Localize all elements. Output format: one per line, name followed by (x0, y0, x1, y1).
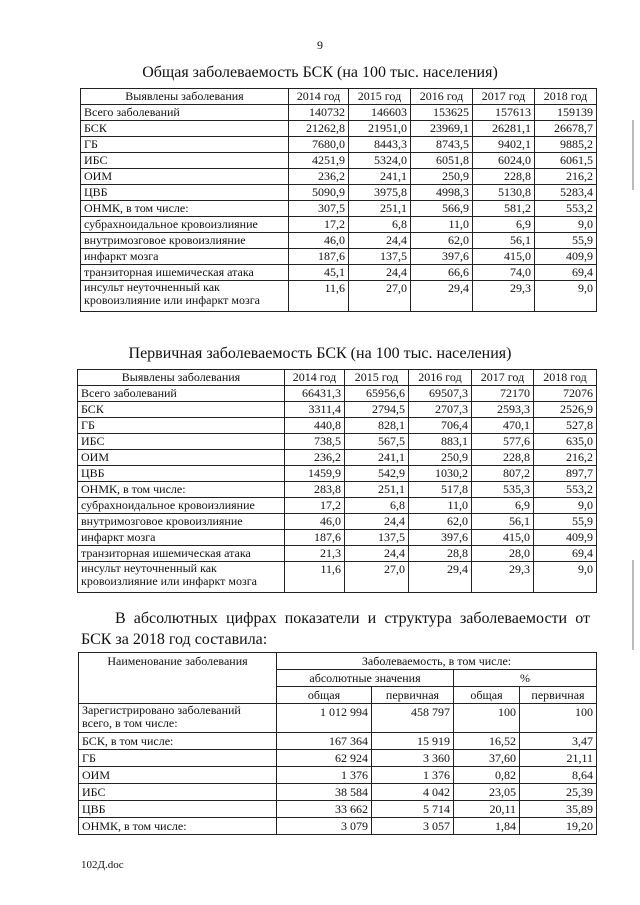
cell-value: 6051,8 (411, 153, 473, 169)
cell-value: 251,1 (349, 201, 411, 217)
row-label: БСК (78, 402, 285, 418)
cell-value: 1 376 (372, 767, 454, 784)
row-label: ОИМ (81, 169, 289, 185)
header-year: 2017 год (472, 370, 534, 386)
cell-value: 62,0 (409, 514, 472, 530)
table-row (81, 121, 597, 137)
cell-value: 137,5 (345, 530, 409, 546)
cell-value: 228,8 (472, 450, 534, 466)
table-row (79, 818, 597, 835)
row-label: ОИМ (79, 767, 277, 784)
cell-value: 56,1 (473, 233, 535, 249)
table-row (78, 482, 597, 498)
cell-value: 153625 (411, 105, 473, 121)
cell-value: 11,0 (411, 217, 473, 233)
cell-value: 187,6 (289, 249, 349, 265)
footer-filename: 102Д.doc (81, 859, 124, 871)
row-label: транзиторная ишемическая атака (78, 546, 285, 562)
table-row (78, 402, 597, 418)
cell-value: 566,9 (411, 201, 473, 217)
cell-value: 27,0 (345, 562, 409, 593)
cell-value: 440,8 (285, 418, 345, 434)
general-morbidity-table (80, 88, 597, 312)
table1-title: Общая заболеваемость БСК (на 100 тыс. населения) (142, 64, 498, 81)
cell-value: 2526,9 (534, 402, 597, 418)
cell-value: 9885,2 (535, 137, 597, 153)
row-label: ОНМК, в том числе: (79, 818, 277, 835)
row-label: инсульт неуточненный как кровоизлияние или инфаркт мозга (78, 562, 285, 593)
cell-value: 3 360 (372, 750, 454, 767)
table-row (81, 153, 597, 169)
col-header-disease: Наименование заболевания (79, 653, 277, 704)
row-label: Всего заболеваний (78, 386, 285, 402)
cell-value: 11,6 (285, 562, 345, 593)
cell-value: 5283,4 (535, 185, 597, 201)
row-label: ИБС (79, 784, 277, 801)
header-year: 2016 год (411, 89, 473, 105)
cell-value: 2794,5 (345, 402, 409, 418)
cell-value: 29,3 (473, 281, 535, 312)
cell-value: 9,0 (535, 281, 597, 312)
table-row (81, 201, 597, 217)
cell-value: 69,4 (534, 546, 597, 562)
cell-value: 56,1 (472, 514, 534, 530)
cell-value: 581,2 (473, 201, 535, 217)
cell-value: 241,1 (345, 450, 409, 466)
absolute-structure-table (78, 652, 597, 835)
table-row (81, 137, 597, 153)
header-year: 2014 год (289, 89, 349, 105)
header-year: 2016 год (409, 370, 472, 386)
cell-value: 26678,7 (535, 121, 597, 137)
table-row (78, 514, 597, 530)
cell-value: 3 057 (372, 818, 454, 835)
cell-value: 807,2 (472, 466, 534, 482)
header-year: 2015 год (349, 89, 411, 105)
scan-edge-mark (632, 560, 634, 650)
body-paragraph: В абсолютных цифрах показатели и структура заболеваемости от БСК за 2018 год составила: (81, 610, 590, 648)
cell-value: 553,2 (535, 201, 597, 217)
row-label: ЦВБ (78, 466, 285, 482)
cell-value: 100 (454, 704, 520, 733)
cell-value: 409,9 (534, 530, 597, 546)
cell-value: 4998,3 (411, 185, 473, 201)
cell-value: 3975,8 (349, 185, 411, 201)
subheader-primary-pct: первичная (520, 687, 597, 704)
subheader-general-abs: общая (277, 687, 372, 704)
table-row (78, 530, 597, 546)
cell-value: 24,4 (349, 233, 411, 249)
cell-value: 8743,5 (411, 137, 473, 153)
cell-value: 46,0 (289, 233, 349, 249)
cell-value: 187,6 (285, 530, 345, 546)
table-row (78, 466, 597, 482)
scan-edge-mark (632, 120, 634, 190)
table-row (81, 233, 597, 249)
cell-value: 6061,5 (535, 153, 597, 169)
cell-value: 3,47 (520, 733, 597, 750)
cell-value: 397,6 (409, 530, 472, 546)
cell-value: 5090,9 (289, 185, 349, 201)
cell-value: 397,6 (411, 249, 473, 265)
row-label: инсульт неуточненный как кровоизлияние или инфаркт мозга (81, 281, 289, 312)
cell-value: 28,0 (472, 546, 534, 562)
cell-value: 458 797 (372, 704, 454, 733)
cell-value: 55,9 (535, 233, 597, 249)
row-label: ОНМК, в том числе: (81, 201, 289, 217)
group-header: Заболеваемость, в том числе: (277, 653, 597, 670)
cell-value: 542,9 (345, 466, 409, 482)
header-row (78, 370, 597, 386)
cell-value: 3311,4 (285, 402, 345, 418)
header-year: 2015 год (345, 370, 409, 386)
table-row (81, 185, 597, 201)
cell-value: 470,1 (472, 418, 534, 434)
row-label: ИБС (78, 434, 285, 450)
cell-value: 6,9 (472, 498, 534, 514)
cell-value: 27,0 (349, 281, 411, 312)
row-label: БСК, в том числе: (79, 733, 277, 750)
cell-value: 29,4 (409, 562, 472, 593)
header-disease: Выявлены заболевания (81, 89, 289, 105)
table-row (78, 498, 597, 514)
cell-value: 9,0 (535, 217, 597, 233)
cell-value: 5 714 (372, 801, 454, 818)
cell-value: 216,2 (535, 169, 597, 185)
cell-value: 6,9 (473, 217, 535, 233)
cell-value: 6,8 (349, 217, 411, 233)
cell-value: 9,0 (534, 498, 597, 514)
cell-value: 6024,0 (473, 153, 535, 169)
table-row (81, 281, 597, 312)
cell-value: 23,05 (454, 784, 520, 801)
cell-value: 535,3 (472, 482, 534, 498)
cell-value: 74,0 (473, 265, 535, 281)
cell-value: 216,2 (534, 450, 597, 466)
cell-value: 241,1 (349, 169, 411, 185)
cell-value: 4251,9 (289, 153, 349, 169)
cell-value: 1459,9 (285, 466, 345, 482)
cell-value: 23969,1 (411, 121, 473, 137)
table-row (78, 562, 597, 593)
row-label: ОНМК, в том числе: (78, 482, 285, 498)
cell-value: 1 012 994 (277, 704, 372, 733)
cell-value: 1 376 (277, 767, 372, 784)
cell-value: 26281,1 (473, 121, 535, 137)
cell-value: 137,5 (349, 249, 411, 265)
table-row (79, 801, 597, 818)
cell-value: 24,4 (345, 546, 409, 562)
cell-value: 100 (520, 704, 597, 733)
cell-value: 29,3 (472, 562, 534, 593)
subheader-primary-abs: первичная (372, 687, 454, 704)
cell-value: 706,4 (409, 418, 472, 434)
row-label: ЦВБ (79, 801, 277, 818)
cell-value: 8443,3 (349, 137, 411, 153)
cell-value: 17,2 (289, 217, 349, 233)
table-row (79, 750, 597, 767)
row-label: ИБС (81, 153, 289, 169)
row-label: ЦВБ (81, 185, 289, 201)
row-label: транзиторная ишемическая атака (81, 265, 289, 281)
percent-header: % (454, 670, 597, 687)
table-row (78, 450, 597, 466)
cell-value: 415,0 (473, 249, 535, 265)
table-row (81, 249, 597, 265)
cell-value: 146603 (349, 105, 411, 121)
cell-value: 2593,3 (472, 402, 534, 418)
cell-value: 0,82 (454, 767, 520, 784)
cell-value: 828,1 (345, 418, 409, 434)
cell-value: 228,8 (473, 169, 535, 185)
cell-value: 140732 (289, 105, 349, 121)
table-row (79, 733, 597, 750)
cell-value: 72170 (472, 386, 534, 402)
row-label: ГБ (81, 137, 289, 153)
cell-value: 21951,0 (349, 121, 411, 137)
table-row (79, 767, 597, 784)
cell-value: 65956,6 (345, 386, 409, 402)
table-row (81, 217, 597, 233)
cell-value: 3 079 (277, 818, 372, 835)
cell-value: 21,3 (285, 546, 345, 562)
row-label: Всего заболеваний (81, 105, 289, 121)
cell-value: 11,6 (289, 281, 349, 312)
cell-value: 517,8 (409, 482, 472, 498)
row-label: Зарегистрировано заболеваний всего, в том числе: (79, 704, 277, 733)
page-number: 9 (317, 38, 323, 52)
cell-value: 250,9 (409, 450, 472, 466)
cell-value: 4 042 (372, 784, 454, 801)
cell-value: 2707,3 (409, 402, 472, 418)
cell-value: 5324,0 (349, 153, 411, 169)
table2-title: Первичная заболеваемость БСК (на 100 тыс. населения) (128, 345, 512, 362)
row-label: внутримозговое кровоизлияние (78, 514, 285, 530)
cell-value: 25,39 (520, 784, 597, 801)
cell-value: 24,4 (349, 265, 411, 281)
cell-value: 635,0 (534, 434, 597, 450)
cell-value: 5130,8 (473, 185, 535, 201)
table-row (79, 704, 597, 733)
cell-value: 250,9 (411, 169, 473, 185)
cell-value: 8,64 (520, 767, 597, 784)
cell-value: 19,20 (520, 818, 597, 835)
cell-value: 307,5 (289, 201, 349, 217)
header-year: 2018 год (534, 370, 597, 386)
row-label: субрахноидальное кровоизлияние (78, 498, 285, 514)
header-year: 2017 год (473, 89, 535, 105)
cell-value: 62,0 (411, 233, 473, 249)
cell-value: 69,4 (535, 265, 597, 281)
row-label: ОИМ (78, 450, 285, 466)
row-label: субрахноидальное кровоизлияние (81, 217, 289, 233)
cell-value: 1,84 (454, 818, 520, 835)
cell-value: 553,2 (534, 482, 597, 498)
table-row (78, 386, 597, 402)
cell-value: 157613 (473, 105, 535, 121)
cell-value: 415,0 (472, 530, 534, 546)
cell-value: 35,89 (520, 801, 597, 818)
header-year: 2018 год (535, 89, 597, 105)
cell-value: 738,5 (285, 434, 345, 450)
cell-value: 46,0 (285, 514, 345, 530)
cell-value: 21262,8 (289, 121, 349, 137)
primary-morbidity-table (77, 369, 597, 593)
cell-value: 7680,0 (289, 137, 349, 153)
cell-value: 577,6 (472, 434, 534, 450)
cell-value: 9402,1 (473, 137, 535, 153)
cell-value: 236,2 (289, 169, 349, 185)
header-year: 2014 год (285, 370, 345, 386)
cell-value: 28,8 (409, 546, 472, 562)
cell-value: 883,1 (409, 434, 472, 450)
header-row (81, 89, 597, 105)
table-row (79, 784, 597, 801)
cell-value: 527,8 (534, 418, 597, 434)
row-label: ГБ (78, 418, 285, 434)
row-label: ГБ (79, 750, 277, 767)
row-label: БСК (81, 121, 289, 137)
cell-value: 283,8 (285, 482, 345, 498)
table-row (81, 105, 597, 121)
cell-value: 72076 (534, 386, 597, 402)
cell-value: 29,4 (411, 281, 473, 312)
cell-value: 24,4 (345, 514, 409, 530)
table-row (78, 546, 597, 562)
cell-value: 1030,2 (409, 466, 472, 482)
cell-value: 20,11 (454, 801, 520, 818)
cell-value: 167 364 (277, 733, 372, 750)
cell-value: 38 584 (277, 784, 372, 801)
cell-value: 37,60 (454, 750, 520, 767)
cell-value: 17,2 (285, 498, 345, 514)
cell-value: 409,9 (535, 249, 597, 265)
row-label: инфаркт мозга (81, 249, 289, 265)
cell-value: 9,0 (534, 562, 597, 593)
row-label: внутримозговое кровоизлияние (81, 233, 289, 249)
cell-value: 236,2 (285, 450, 345, 466)
cell-value: 567,5 (345, 434, 409, 450)
subheader-general-pct: общая (454, 687, 520, 704)
abs-values-header: абсолютные значения (277, 670, 454, 687)
cell-value: 33 662 (277, 801, 372, 818)
cell-value: 15 919 (372, 733, 454, 750)
header-disease: Выявлены заболевания (78, 370, 285, 386)
cell-value: 55,9 (534, 514, 597, 530)
cell-value: 66431,3 (285, 386, 345, 402)
table-row (78, 434, 597, 450)
cell-value: 21,11 (520, 750, 597, 767)
cell-value: 69507,3 (409, 386, 472, 402)
table-row (81, 169, 597, 185)
cell-value: 66,6 (411, 265, 473, 281)
cell-value: 897,7 (534, 466, 597, 482)
table-row (81, 265, 597, 281)
cell-value: 6,8 (345, 498, 409, 514)
row-label: инфаркт мозга (78, 530, 285, 546)
cell-value: 11,0 (409, 498, 472, 514)
cell-value: 45,1 (289, 265, 349, 281)
cell-value: 251,1 (345, 482, 409, 498)
cell-value: 159139 (535, 105, 597, 121)
table-row (78, 418, 597, 434)
cell-value: 62 924 (277, 750, 372, 767)
cell-value: 16,52 (454, 733, 520, 750)
